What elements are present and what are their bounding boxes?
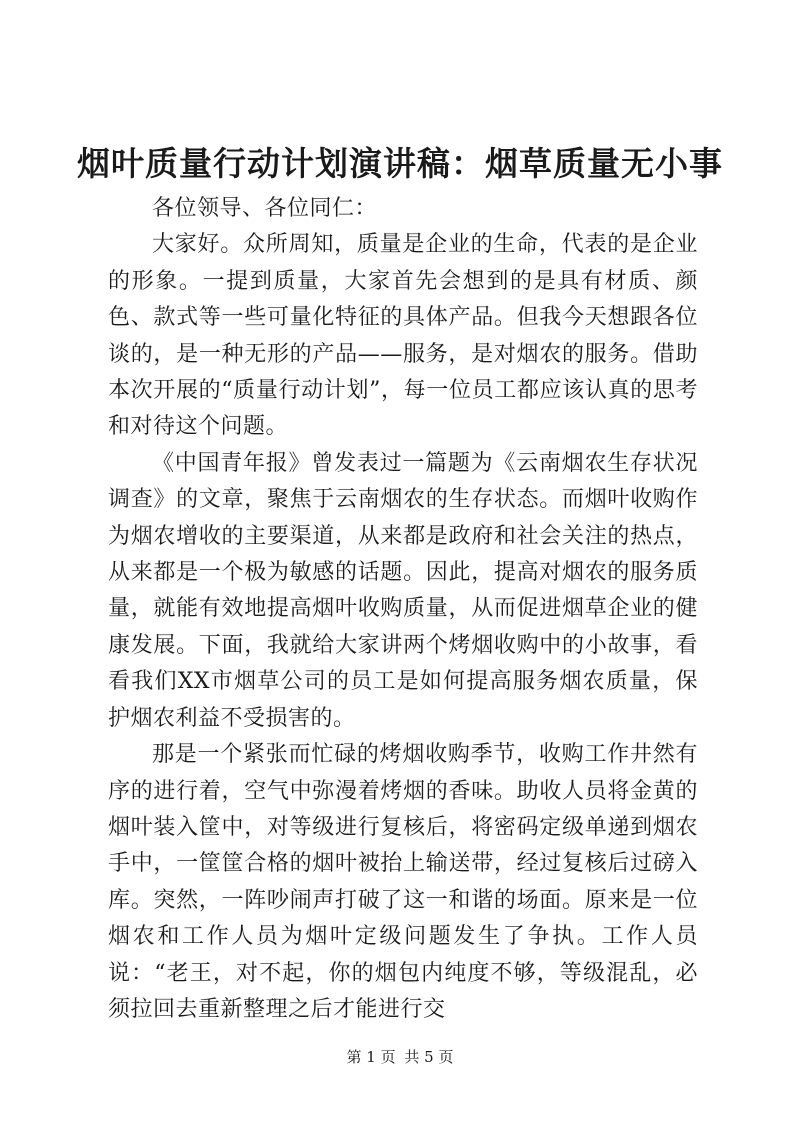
total-pages: 共 5 页 (404, 1048, 454, 1066)
salutation-paragraph: 各位领导、各位同仁： (152, 196, 378, 221)
body-paragraph: 《中国青年报》曾发表过一篇题为《云南烟农生存状况调查》的文章，聚焦于云南烟农的生存状态。而烟叶收购作为烟农增收的主要渠道，从来都是政府和社会关注的热点，从来都是一个极为敏感的话题。因此，提高对烟农的服务质量，就能有效地提高烟叶收购质量，从而促进烟草企业的健康发展。下面，我就给大家讲两个烤烟收购中的小故事，看看我们XX市烟草公司的员工是如何提高服务烟农质量，保护烟农利益不受损害的。 (108, 450, 698, 731)
page-footer (0, 1047, 800, 1067)
body-paragraph: 大家好。众所周知，质量是企业的生命，代表的是企业的形象。一提到质量，大家首先会想到的是具有材质、颜色、款式等一些可量化特征的具体产品。但我今天想跟各位谈的，是一种无形的产品——服务，是对烟农的服务。借助本次开展的“质量行动计划”，每一位员工都应该认真的思考和对待这个问题。 (108, 232, 698, 440)
body-paragraph: 那是一个紧张而忙碌的烤烟收购季节，收购工作井然有序的进行着，空气中弥漫着烤烟的香味。助收人员将金黄的烟叶装入筐中，对等级进行复核后，将密码定级单递到烟农手中，一筐筐合格的烟叶被抬上输送带，经过复核后过磅入库。突然，一阵吵闹声打破了这一和谐的场面。原来是一位烟农和工作人员为烟叶定级问题发生了争执。工作人员说：“老王，对不起，你的烟包内纯度不够，等级混乱，必须拉回去重新整理之后才能进行交 (108, 742, 698, 1022)
document-body (108, 191, 698, 1028)
document-title: 烟叶质量行动计划演讲稿：烟草质量无小事 (77, 144, 723, 183)
page-number: 第 1 页 (346, 1048, 396, 1066)
